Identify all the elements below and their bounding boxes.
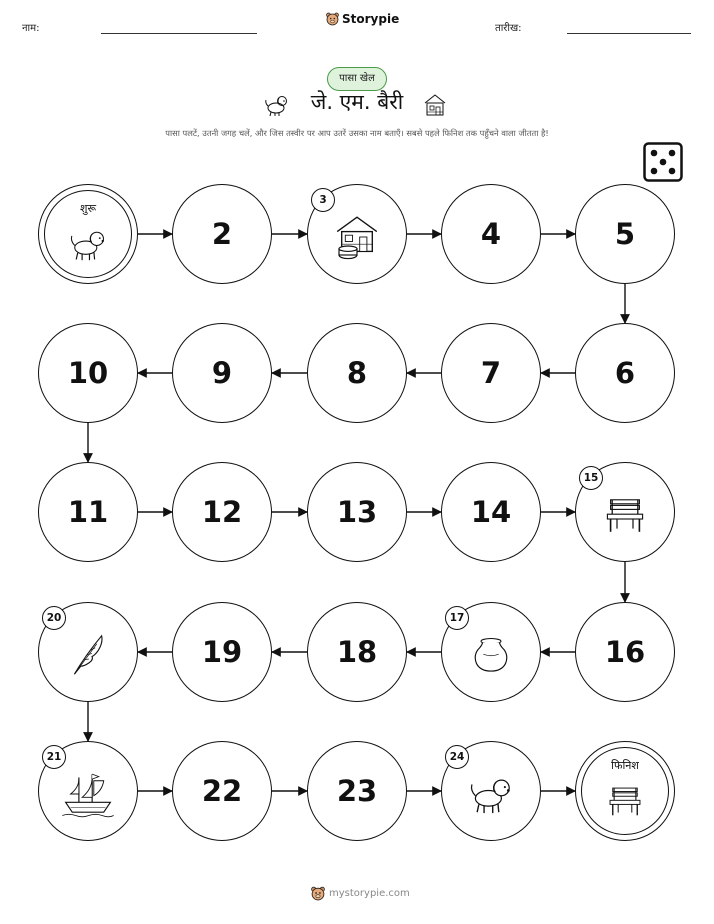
space-number: 22 xyxy=(201,774,243,808)
page-title: जे. एम. बैरी xyxy=(310,90,404,114)
date-label: तारीख: xyxy=(495,23,522,34)
pot-icon xyxy=(468,635,514,675)
instructions-text: पासा पलटें, उतनी जगह चलें, और जिस तस्वीर पर आप उतरें उसका नाम बताएँ। सबसे पहले फिनिश तक पहुँचने वाला जीतता है! xyxy=(165,128,549,138)
board-space-23 xyxy=(307,741,407,841)
board-space-5 xyxy=(575,184,675,284)
ship-icon xyxy=(59,769,117,819)
space-number: 6 xyxy=(614,356,636,390)
board-space-19 xyxy=(172,602,272,702)
board-space-3 xyxy=(307,184,407,284)
space-number: 4 xyxy=(480,217,502,251)
space-number: 19 xyxy=(201,635,243,669)
board-space-14 xyxy=(441,462,541,562)
start-label: शुरू xyxy=(79,202,97,215)
board-space-6 xyxy=(575,323,675,423)
board-space-9 xyxy=(172,323,272,423)
space-number-badge: 21 xyxy=(42,745,66,769)
board-space-15 xyxy=(575,462,675,562)
space-number: 11 xyxy=(67,495,109,529)
space-number: 7 xyxy=(480,356,502,390)
space-number-badge: 24 xyxy=(445,745,469,769)
space-number: 14 xyxy=(470,495,512,529)
space-number: 16 xyxy=(604,635,646,669)
name-label: नाम: xyxy=(22,23,40,34)
board-space-20 xyxy=(38,602,138,702)
board-space-11 xyxy=(38,462,138,562)
footer-site: mystorypie.com xyxy=(329,888,410,899)
board-space-22 xyxy=(172,741,272,841)
board-space-21 xyxy=(38,741,138,841)
space-number: 13 xyxy=(336,495,378,529)
space-number: 12 xyxy=(201,495,243,529)
space-number: 2 xyxy=(211,217,233,251)
brand-name: Storypie xyxy=(342,12,400,26)
game-type-badge: पासा खेल xyxy=(327,67,387,91)
board-space-10 xyxy=(38,323,138,423)
board-space-17 xyxy=(441,602,541,702)
dog-icon xyxy=(66,225,110,262)
space-number-badge: 17 xyxy=(445,606,469,630)
board-space-8 xyxy=(307,323,407,423)
space-number: 9 xyxy=(211,356,233,390)
space-number: 23 xyxy=(336,774,378,808)
space-number: 8 xyxy=(346,356,368,390)
bench-icon xyxy=(601,494,649,536)
space-number: 18 xyxy=(336,635,378,669)
board-space-13 xyxy=(307,462,407,562)
board-space-4 xyxy=(441,184,541,284)
space-number: 10 xyxy=(67,356,109,390)
footer xyxy=(311,886,410,901)
board-space-7 xyxy=(441,323,541,423)
board-space-18 xyxy=(307,602,407,702)
bear-logo-icon xyxy=(311,886,325,901)
feather-quill-icon xyxy=(68,631,108,679)
start-space xyxy=(38,184,138,284)
board-space-24 xyxy=(441,741,541,841)
finish-space xyxy=(575,741,675,841)
space-number-badge: 20 xyxy=(42,606,66,630)
space-number-badge: 15 xyxy=(579,466,603,490)
dog-icon xyxy=(465,772,517,816)
finish-label: फिनिश xyxy=(611,759,639,772)
space-number-badge: 3 xyxy=(311,188,335,212)
house-icon xyxy=(330,210,384,264)
board-space-12 xyxy=(172,462,272,562)
board-space-2 xyxy=(172,184,272,284)
space-number: 5 xyxy=(614,217,636,251)
board-space-16 xyxy=(575,602,675,702)
bench-icon xyxy=(605,783,646,819)
